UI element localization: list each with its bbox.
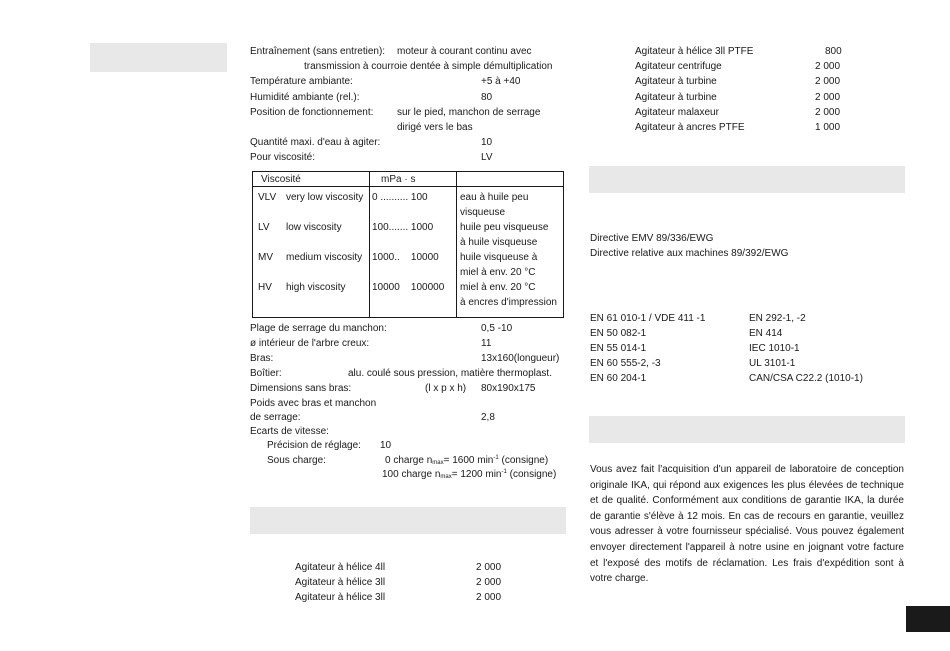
position-label: Position de fonctionnement:: [250, 107, 374, 118]
water-qty-value: 10: [481, 137, 493, 148]
table-row-desc-cont: à huile visqueuse: [460, 237, 538, 248]
norms-heading-bar: [589, 166, 905, 193]
table-row-range: 100....... 1000: [372, 222, 434, 233]
stirrer-name: Agitateur à hélice 3ll PTFE: [635, 46, 754, 57]
humidity-value: 80: [481, 92, 493, 103]
viscosity-label: Pour viscosité:: [250, 152, 316, 163]
table-row-range: 1000.. 10000: [372, 252, 439, 263]
table-header-unit: mPa · s: [381, 174, 416, 185]
dimensions-unit: (l x p x h): [425, 383, 467, 394]
page-tab-marker: [906, 606, 950, 632]
drive-value-cont: transmission à courroie dentée à simple démultiplication: [304, 61, 553, 72]
table-row-name: medium viscosity: [286, 252, 363, 263]
stirrer-speed: 800: [825, 46, 842, 57]
warranty-paragraph: Vous avez fait l'acquisition d'un appareil de laboratoire de conception originale IKA, qui répond aux exigences les plus élevées de technique et de qualité. Conformément aux conditions de garantie IKA, la durée de garantie s'élève à 12 mois. En cas de recours en garantie, veuillez vous adresser à votre fournisseur spécialisé. Vous pouvez également envoyer directement l'appareil à notre usine en joignant votre facture et l'exposé des motifs de réclamation. Les frais d'expédition sont à votre charge.: [590, 464, 904, 585]
precision-value: 10: [380, 440, 392, 451]
drive-value: moteur à courant continu avec: [397, 46, 532, 57]
load-no-load-value: [385, 453, 548, 468]
standard-item: IEC 1010-1: [749, 343, 800, 354]
dimensions-value: 80x190x175: [481, 383, 536, 394]
stirrer-name: Agitateur à turbine: [635, 76, 717, 87]
stirrer-name: Agitateur à ancres PTFE: [635, 122, 745, 133]
stirrer-name: Agitateur à turbine: [635, 92, 717, 103]
load-full-load-value: [382, 467, 556, 482]
stirrer-speed: 2 000: [815, 92, 841, 103]
table-row-code: MV: [258, 252, 273, 263]
weight-value: 2,8: [481, 412, 495, 423]
table-row-code: HV: [258, 282, 272, 293]
water-qty-label: Quantité maxi. d'eau à agiter:: [250, 137, 381, 148]
shaft-diameter-label: ø intérieur de l'arbre creux:: [250, 338, 370, 349]
dimensions-label: Dimensions sans bras:: [250, 383, 352, 394]
stirrer-speed: 2 000: [476, 562, 502, 573]
weight-label: Poids avec bras et manchon: [250, 398, 377, 409]
table-row-name: high viscosity: [286, 282, 346, 293]
standard-item: CAN/CSA C22.2 (1010-1): [749, 373, 863, 384]
precision-label: Précision de réglage:: [267, 440, 361, 451]
stirrer-speed: 1 000: [815, 122, 841, 133]
load-superscript: -1: [501, 469, 507, 475]
standard-item: EN 292-1, -2: [749, 313, 806, 324]
stirrer-name: Agitateur à hélice 3ll: [295, 592, 386, 603]
stirrer-name: Agitateur malaxeur: [635, 107, 719, 118]
table-row-desc-cont: visqueuse: [460, 207, 506, 218]
table-header-viscosity: Viscosité: [261, 174, 301, 185]
humidity-label: Humidité ambiante (rel.):: [250, 92, 360, 103]
shaft-diameter-value: 11: [481, 338, 492, 349]
load-text: (consigne): [498, 455, 549, 466]
stirrer-name: Agitateur à hélice 4ll: [295, 562, 386, 573]
stirrer-speed: 2 000: [815, 61, 841, 72]
table-row-desc: huile peu visqueuse: [460, 222, 549, 233]
ambient-temp-label: Température ambiante:: [250, 76, 353, 87]
load-text: (consigne): [506, 469, 557, 480]
stirrer-speed: 2 000: [815, 76, 841, 87]
drive-label: Entraînement (sans entretien):: [250, 46, 386, 57]
housing-value: alu. coulé sous pression, matière thermoplast.: [348, 368, 552, 379]
position-value-cont: dirigé vers le bas: [397, 122, 473, 133]
left-heading-bar: [90, 43, 227, 72]
stirrer-speed: 2 000: [476, 577, 502, 588]
table-column-divider-1: [369, 172, 370, 317]
load-label: Sous charge:: [267, 455, 326, 466]
table-row-code: VLV: [258, 192, 277, 203]
directive-emv: Directive EMV 89/336/EWG: [590, 233, 714, 244]
table-row-range: 0 .......... 100: [372, 192, 428, 203]
table-row-desc: eau à huile peu: [460, 192, 529, 203]
housing-label: Boîtier:: [250, 368, 282, 379]
load-text: = 1200 min: [451, 469, 502, 480]
standard-item: EN 55 014-1: [590, 343, 647, 354]
load-subscript: max: [440, 474, 452, 480]
load-text: 0 charge n: [385, 455, 433, 466]
load-subscript: max: [432, 460, 444, 466]
viscosity-table: [252, 171, 564, 318]
position-value: sur le pied, manchon de serrage: [397, 107, 541, 118]
standard-item: EN 60 204-1: [590, 373, 647, 384]
stirrer-speed: 2 000: [815, 107, 841, 118]
table-row-code: LV: [258, 222, 270, 233]
speed-deviation-label: Ecarts de vitesse:: [250, 426, 329, 437]
load-text: 100 charge n: [382, 469, 441, 480]
table-row-desc-cont: miel à env. 20 °C: [460, 267, 536, 278]
table-row-name: very low viscosity: [286, 192, 364, 203]
table-row-range: 10000 100000: [372, 282, 445, 293]
standard-item: EN 60 555-2, -3: [590, 358, 661, 369]
clamp-range-label: Plage de serrage du manchon:: [250, 323, 387, 334]
load-text: = 1600 min: [443, 455, 494, 466]
table-column-divider-2: [456, 172, 457, 317]
weight-label-cont: de serrage:: [250, 412, 301, 423]
table-row-desc: miel à env. 20 °C: [460, 282, 536, 293]
standard-item: EN 50 082-1: [590, 328, 647, 339]
ambient-temp-value: +5 à +40: [481, 76, 521, 87]
table-row-desc: huile visqueuse à: [460, 252, 538, 263]
stirrer-name: Agitateur à hélice 3ll: [295, 577, 386, 588]
table-row-name: low viscosity: [286, 222, 342, 233]
arm-value: 13x160(longueur): [481, 353, 560, 364]
standard-item: EN 414: [749, 328, 783, 339]
arm-label: Bras:: [250, 353, 274, 364]
accessories-heading-bar: [250, 507, 566, 534]
standard-item: UL 3101-1: [749, 358, 796, 369]
stirrer-name: Agitateur centrifuge: [635, 61, 722, 72]
directive-machines: Directive relative aux machines 89/392/EWG: [590, 248, 789, 259]
load-superscript: -1: [493, 455, 499, 461]
stirrer-speed: 2 000: [476, 592, 502, 603]
table-row-desc-cont: à encres d'impression: [460, 297, 557, 308]
clamp-range-value: 0,5 -10: [481, 323, 513, 334]
warranty-heading-bar: [589, 416, 905, 443]
standard-item: EN 61 010-1 / VDE 411 -1: [590, 313, 706, 324]
viscosity-value: LV: [481, 152, 493, 163]
